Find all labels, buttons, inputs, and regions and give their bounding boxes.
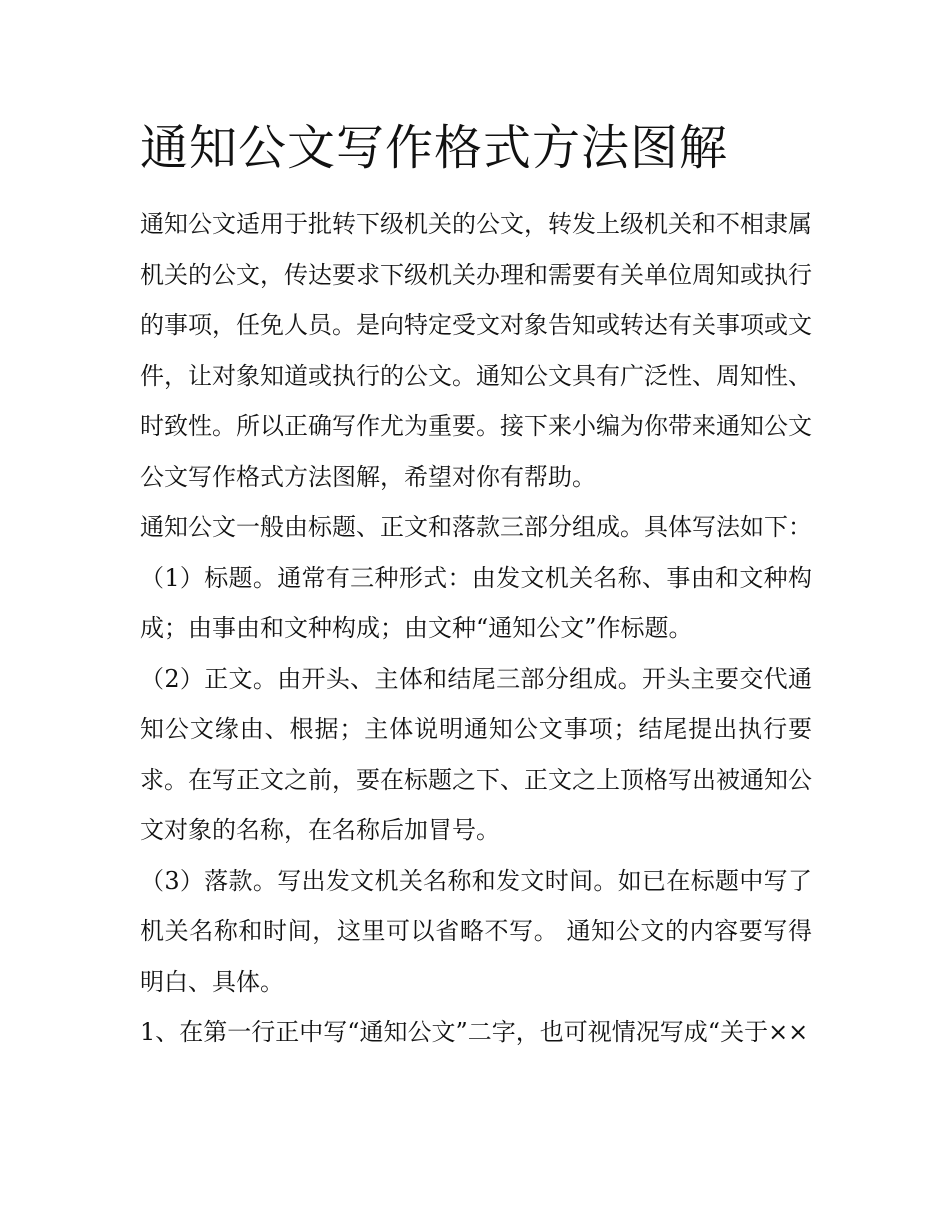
intro-paragraph: 通知公文适用于批转下级机关的公文，转发上级机关和不相隶属机关的公文，传达要求下级机关办理和需要有关单位周知或执行的事项，任免人员。是向特定受文对象告知或转达有关事项或文件，让对象知道或执行的公文。通知公文具有广泛性、周知性、时致性。所以正确写作尤为重要。接下来小编为你带来通知公文公文写作格式方法图解，希望对你有帮助。 <box>140 210 812 491</box>
first-line-paragraph: 1、在第一行正中写“通知公文”二字，也可视情况写成“关于×× <box>140 1018 809 1046</box>
signature-section-paragraph: （3）落款。写出发文机关名称和发文时间。如已在标题中写了机关名称和时间，这里可以省略不写。 通知公文的内容要写得明白、具体。 <box>140 866 812 996</box>
document-title: 通知公文写作格式方法图解 <box>140 120 729 176</box>
title-section-paragraph: （1）标题。通常有三种形式：由发文机关名称、事由和文种构成；由事由和文种构成；由文种“通知公文”作标题。 <box>140 563 812 642</box>
structure-paragraph: 通知公文一般由标题、正文和落款三部分组成。具体写法如下： <box>140 513 812 541</box>
body-section-paragraph: （2）正文。由开头、主体和结尾三部分组成。开头主要交代通知公文缘由、根据；主体说明通知公文事项；结尾提出执行要求。在写正文之前，要在标题之下、正文之上顶格写出被通知公文对象的名称，在名称后加冒号。 <box>140 664 812 844</box>
document-body <box>140 199 812 1058</box>
